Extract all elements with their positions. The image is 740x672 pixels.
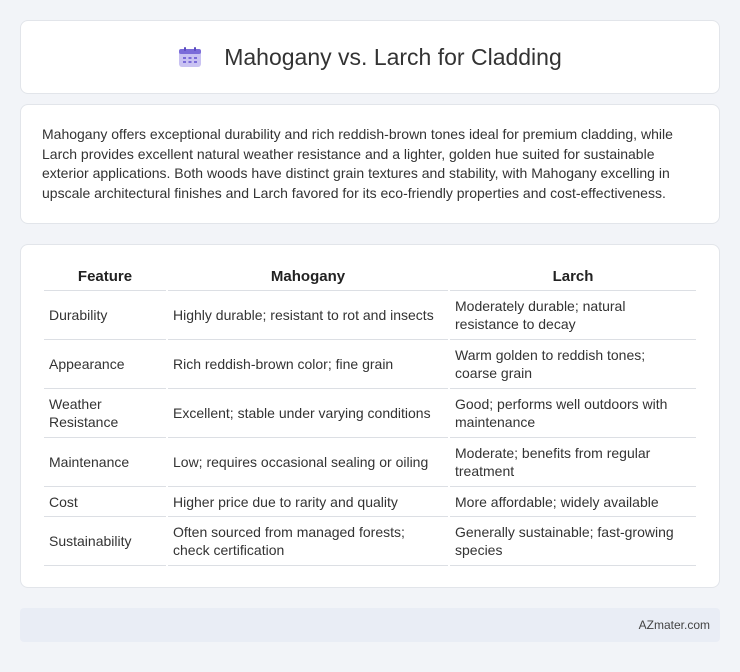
title-card	[20, 20, 720, 94]
feature-cell: Maintenance	[44, 438, 166, 487]
summary-card	[20, 104, 720, 224]
summary-text: Mahogany offers exceptional durability and rich reddish-brown tones ideal for premium cladding, while Larch provides excellent natural weather resistance and a lighter, golden hue suited for sustainable exterior applications. Both woods have distinct grain textures and stability, with Mahogany excelling in upscale architectural finishes and Larch favored for its eco-friendly properties and cost-effectiveness.	[42, 126, 673, 201]
footer-site-link[interactable]: AZmater.com	[638, 618, 710, 632]
larch-cell: Moderately durable; natural resistance to decay	[450, 291, 696, 340]
larch-cell: More affordable; widely available	[450, 487, 696, 517]
calendar-icon	[178, 46, 202, 68]
feature-cell: Sustainability	[44, 517, 166, 566]
table-row	[44, 291, 696, 340]
mahogany-cell: Higher price due to rarity and quality	[168, 487, 448, 517]
footer-bar	[20, 608, 720, 642]
comparison-table	[42, 265, 698, 566]
page-title: Mahogany vs. Larch for Cladding	[224, 43, 562, 70]
larch-cell: Generally sustainable; fast-growing species	[450, 517, 696, 566]
mahogany-cell: Low; requires occasional sealing or oiling	[168, 438, 448, 487]
mahogany-cell: Highly durable; resistant to rot and insects	[168, 291, 448, 340]
feature-cell: Durability	[44, 291, 166, 340]
mahogany-cell: Excellent; stable under varying conditions	[168, 389, 448, 438]
table-row	[44, 340, 696, 389]
header-feature: Feature	[44, 265, 166, 291]
feature-cell: Weather Resistance	[44, 389, 166, 438]
larch-cell: Good; performs well outdoors with maintenance	[450, 389, 696, 438]
table-row	[44, 517, 696, 566]
table-header-row	[44, 265, 696, 291]
feature-cell: Appearance	[44, 340, 166, 389]
mahogany-cell: Rich reddish-brown color; fine grain	[168, 340, 448, 389]
table-row	[44, 487, 696, 517]
larch-cell: Warm golden to reddish tones; coarse grain	[450, 340, 696, 389]
larch-cell: Moderate; benefits from regular treatment	[450, 438, 696, 487]
table-row	[44, 389, 696, 438]
header-larch: Larch	[450, 265, 696, 291]
feature-cell: Cost	[44, 487, 166, 517]
mahogany-cell: Often sourced from managed forests; check certification	[168, 517, 448, 566]
table-row	[44, 438, 696, 487]
comparison-table-card	[20, 244, 720, 588]
header-mahogany: Mahogany	[168, 265, 448, 291]
